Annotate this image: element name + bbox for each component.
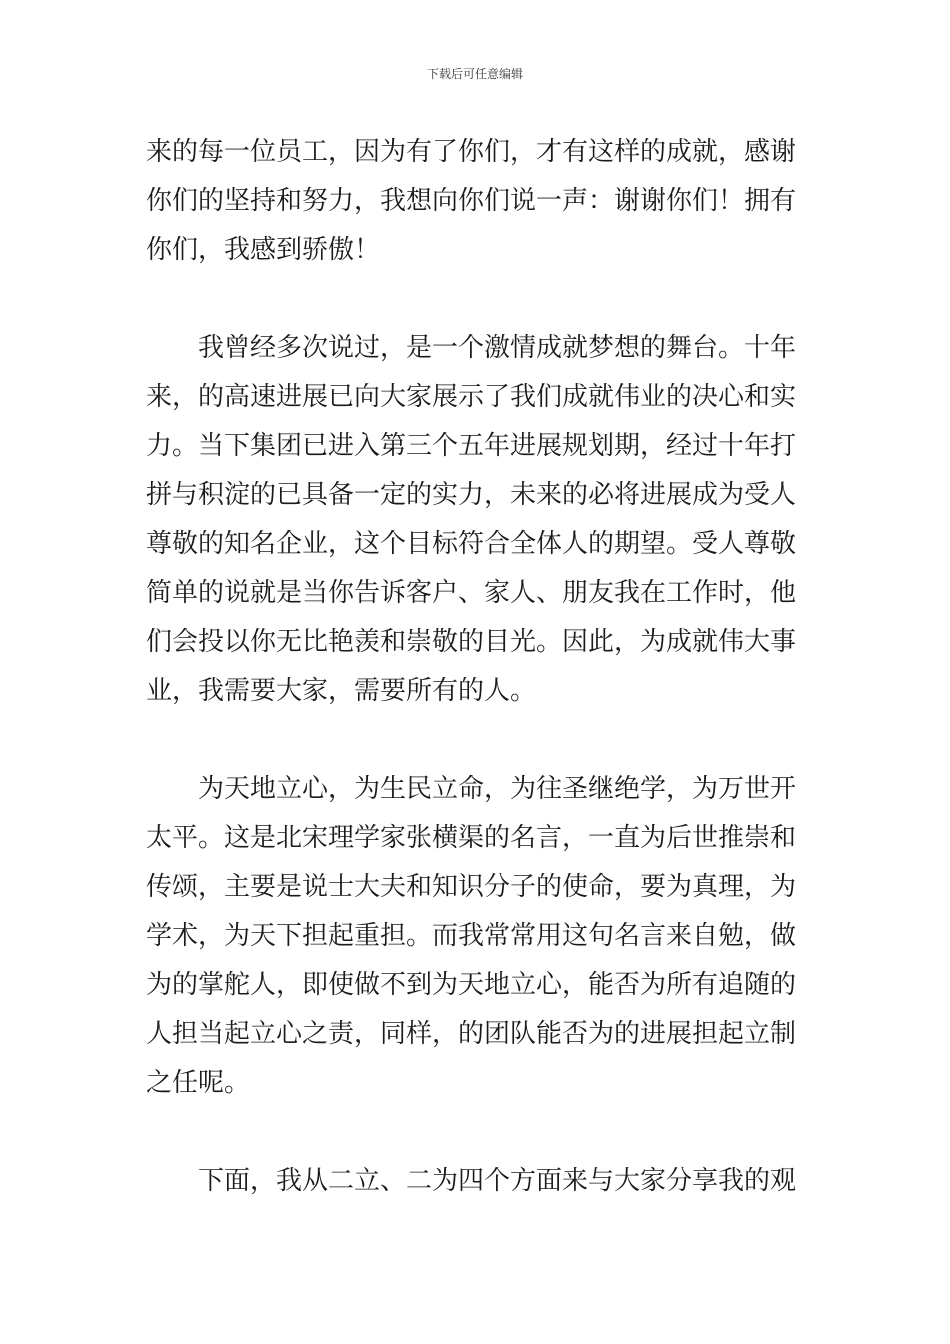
text-line: 传颂，主要是说士大夫和知识分子的使命，要为真理，为 — [146, 872, 797, 902]
document-body — [146, 128, 810, 1206]
text-line: 你们的坚持和努力，我想向你们说一声：谢谢你们！拥有 — [146, 186, 797, 216]
text-line: 力。当下集团已进入第三个五年进展规划期，经过十年打 — [146, 431, 797, 461]
paragraph-spacer — [146, 716, 810, 765]
paragraph — [146, 128, 810, 275]
text-line: 来，的高速进展已向大家展示了我们成就伟业的决心和实 — [146, 382, 797, 412]
text-line: 来的每一位员工，因为有了你们，才有这样的成就，感谢 — [146, 137, 797, 167]
text-line: 学术，为天下担起重担。而我常常用这句名言来自勉，做 — [146, 921, 797, 951]
text-line: 为的掌舵人，即使做不到为天地立心，能否为所有追随的 — [146, 970, 797, 1000]
text-line: 下面，我从二立、二为四个方面来与大家分享我的观 — [146, 1166, 797, 1196]
text-line: 之任呢。 — [146, 1068, 251, 1098]
text-line: 尊敬的知名企业，这个目标符合全体人的期望。受人尊敬 — [146, 529, 797, 559]
paragraph — [146, 765, 810, 1108]
text-line: 人担当起立心之责，同样，的团队能否为的进展担起立制 — [146, 1019, 797, 1049]
text-line: 我曾经多次说过，是一个激情成就梦想的舞台。十年 — [146, 333, 797, 363]
text-line: 们会投以你无比艳羡和崇敬的目光。因此，为成就伟大事 — [146, 627, 797, 657]
text-line: 你们，我感到骄傲！ — [146, 235, 381, 265]
text-line: 业，我需要大家，需要所有的人。 — [146, 676, 537, 706]
page-header: 下载后可任意编辑 — [426, 67, 523, 81]
paragraph-spacer — [146, 1108, 810, 1157]
paragraph-spacer — [146, 275, 810, 324]
text-line: 拼与积淀的已具备一定的实力，未来的必将进展成为受人 — [146, 480, 797, 510]
text-line: 太平。这是北宋理学家张横渠的名言，一直为后世推崇和 — [146, 823, 797, 853]
paragraph — [146, 324, 810, 716]
paragraph — [146, 1157, 810, 1206]
text-line: 简单的说就是当你告诉客户、家人、朋友我在工作时，他 — [146, 578, 797, 608]
text-line: 为天地立心，为生民立命，为往圣继绝学，为万世开 — [146, 774, 797, 804]
